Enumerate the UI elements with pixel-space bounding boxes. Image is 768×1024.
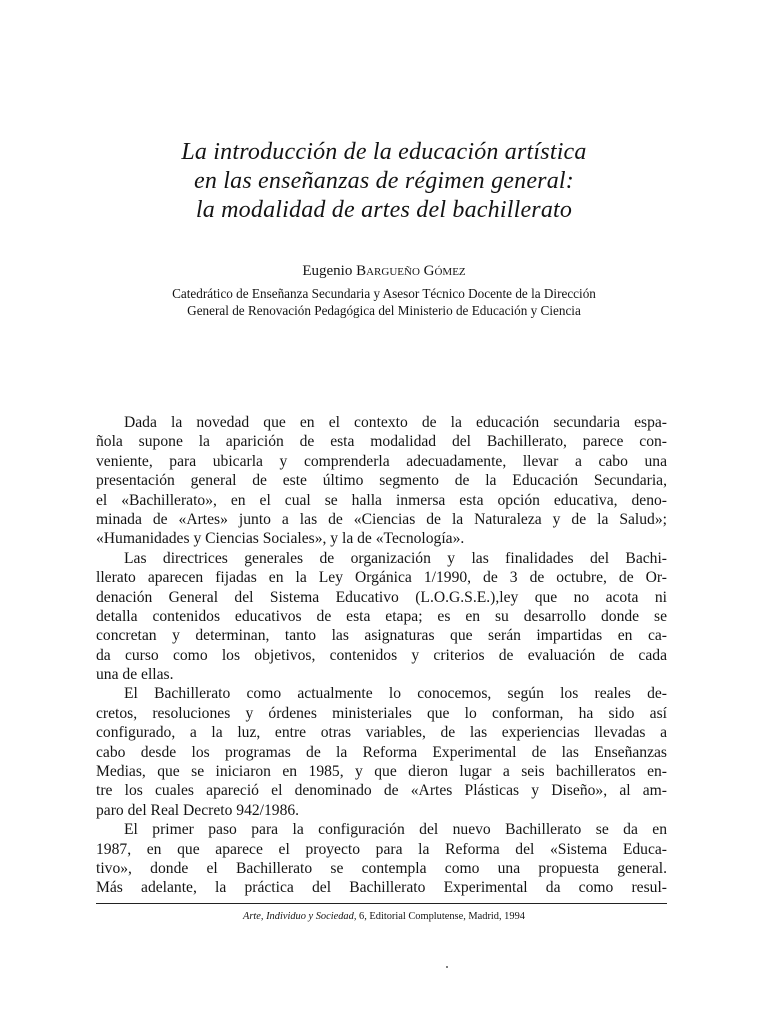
footer-publication-details: 6, Editorial Complutense, Madrid, 1994 bbox=[356, 911, 525, 922]
footer-divider bbox=[96, 903, 667, 904]
body-line: el «Bachillerato», en el cual se halla inmersa esta opción educativa, deno- bbox=[96, 491, 667, 509]
body-line: denación General del Sistema Educativo (L.O.G.S.E.),ley que no acota ni bbox=[96, 588, 667, 606]
body-line: una de ellas. bbox=[96, 666, 174, 684]
body-line: Medias, que se iniciaron en 1985, y que dieron lugar a seis bachilleratos en- bbox=[96, 763, 667, 781]
footer-citation bbox=[0, 910, 768, 923]
scan-speck bbox=[446, 966, 448, 968]
affiliation-line-1: Catedrático de Enseñanza Secundaria y Asesor Técnico Docente de la Dirección bbox=[172, 286, 596, 301]
body-line: veniente, para ubicarla y comprenderla adecuadamente, llevar a cabo una bbox=[96, 452, 667, 470]
author-name bbox=[0, 262, 768, 280]
body-line: tre los cuales apareció el denominado de «Artes Plásticas y Diseño», al am- bbox=[96, 782, 667, 800]
body-line: cretos, resoluciones y órdenes ministeriales que lo conforman, ha sido así bbox=[96, 704, 667, 722]
body-line: da curso como los objetivos, contenidos y criterios de evaluación de cada bbox=[96, 646, 667, 664]
title-line-2: en las enseñanzas de régimen general: bbox=[194, 168, 574, 194]
body-line: «Humanidades y Ciencias Sociales», y la de «Tecnología». bbox=[96, 530, 465, 548]
author-first-name: Eugenio bbox=[302, 263, 353, 279]
body-line: presentación general de este último segmento de la Educación Secundaria, bbox=[96, 472, 667, 490]
affiliation-line-2: General de Renovación Pedagógica del Ministerio de Educación y Ciencia bbox=[187, 303, 581, 318]
body-line: paro del Real Decreto 942/1986. bbox=[96, 801, 300, 819]
author-affiliation bbox=[0, 285, 768, 319]
article-title bbox=[0, 138, 768, 225]
body-line: Más adelante, la práctica del Bachillerato Experimental da como resul- bbox=[96, 879, 667, 897]
body-line: El primer paso para la configuración del nuevo Bachillerato se da en bbox=[124, 821, 667, 839]
body-line: tivo», donde el Bachillerato se contempla como una propuesta general. bbox=[96, 859, 667, 877]
body-line: Las directrices generales de organización y las finalidades del Bachi- bbox=[124, 549, 667, 567]
title-line-1: La introducción de la educación artística bbox=[181, 139, 587, 165]
body-line: detalla contenidos educativos de esta etapa; es en su desarrollo donde se bbox=[96, 607, 667, 625]
body-line: 1987, en que aparece el proyecto para la Reforma del «Sistema Educa- bbox=[96, 840, 667, 858]
body-line: llerato aparecen fijadas en la Ley Orgánica 1/1990, de 3 de octubre, de Or- bbox=[96, 569, 667, 587]
body-line: configurado, a la luz, entre otras variables, de las experiencias llevadas a bbox=[96, 724, 667, 742]
body-line: Dada la novedad que en el contexto de la educación secundaria espa- bbox=[124, 414, 667, 431]
title-line-3: la modalidad de artes del bachillerato bbox=[195, 197, 573, 223]
body-line: cabo desde los programas de la Reforma Experimental de las Enseñanzas bbox=[96, 743, 667, 761]
body-line: ñola supone la aparición de esta modalidad del Bachillerato, parece con- bbox=[96, 433, 667, 451]
author-last-name: Bargueño Gómez bbox=[356, 263, 466, 279]
body-line: concretan y determinan, tanto las asignaturas que serán impartidas en ca- bbox=[96, 627, 667, 645]
body-line: El Bachillerato como actualmente lo conocemos, según los reales de- bbox=[124, 685, 667, 703]
footer-journal-name: Arte, Individuo y Sociedad, bbox=[243, 911, 357, 922]
body-line: minada de «Artes» junto a las de «Ciencias de la Naturaleza y de la Salud»; bbox=[96, 510, 667, 528]
article-body bbox=[96, 413, 667, 898]
